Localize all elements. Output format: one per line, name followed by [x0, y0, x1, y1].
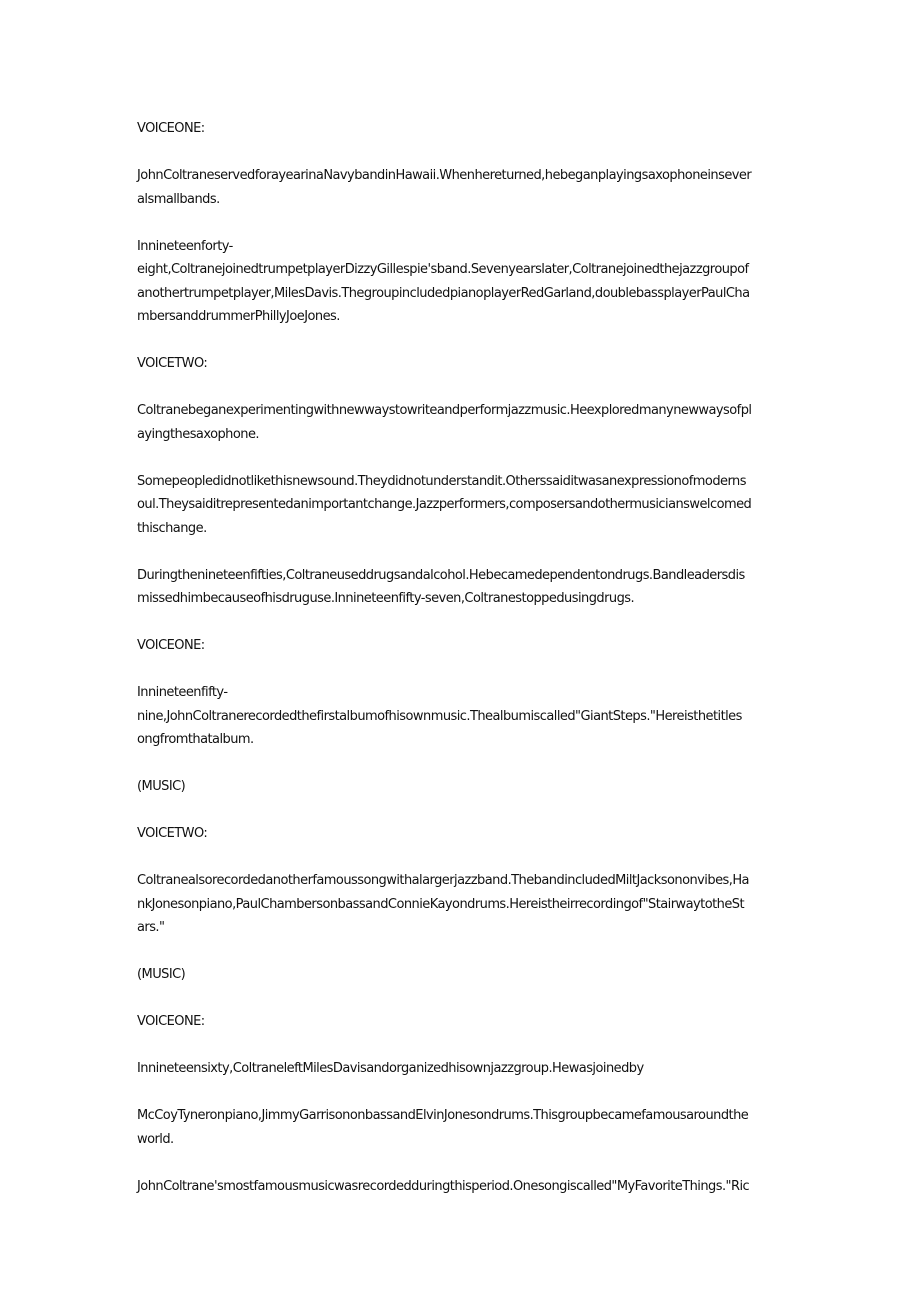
text-line: VOICEONE:	[137, 121, 205, 136]
document-body	[137, 117, 785, 1222]
text-line: Innineteenfifty-	[137, 685, 228, 700]
text-line: anothertrumpetplayer,MilesDavis.ThegroupincludedpianoplayerRedGarland,doublebassplayerPaulCha	[137, 285, 750, 301]
text-line: Innineteenforty-	[137, 238, 233, 254]
text-line: oul.Theysaiditrepresentedanimportantchange.Jazzperformers,composersandothermusicianswelcomed	[137, 497, 752, 512]
text-line: missedhimbecauseofhisdruguse.Innineteenfifty-seven,Coltranestoppedusingdrugs.	[137, 591, 635, 606]
speaker-label	[137, 634, 785, 658]
text-line: VOICEONE:	[137, 638, 205, 653]
text-line: Coltranealsorecordedanotherfamoussongwithalargerjazzband.ThebandincludedMiltJacksononvibes,Ha	[137, 873, 749, 888]
text-line: VOICETWO:	[137, 826, 208, 841]
text-line: nine,JohnColtranerecordedthefirstalbumofhisownmusic.Thealbumiscalled"GiantSteps."Hereisthetitles	[137, 708, 742, 724]
speaker-label	[137, 352, 785, 376]
text-line: alsmallbands.	[137, 191, 220, 207]
speaker-label	[137, 117, 785, 141]
music-cue	[137, 963, 785, 987]
speaker-label	[137, 822, 785, 846]
text-line: ars."	[137, 920, 165, 935]
paragraph	[137, 681, 785, 752]
paragraph	[137, 1175, 785, 1199]
paragraph	[137, 1057, 785, 1081]
music-cue	[137, 775, 785, 799]
paragraph	[137, 1104, 785, 1151]
text-line: (MUSIC)	[137, 779, 186, 794]
text-line: Somepeopledidnotlikethisnewsound.Theydidnotunderstandit.Otherssaiditwasanexpressionofmoderns	[137, 473, 746, 489]
paragraph	[137, 869, 785, 940]
paragraph	[137, 235, 785, 329]
text-line: Coltranebeganexperimentingwithnewwaystowriteandperformjazzmusic.Heexploredmanynewwaysofpl	[137, 403, 752, 418]
text-line: ayingthesaxophone.	[137, 426, 259, 442]
text-line: JohnColtrane'smostfamousmusicwasrecordedduringthisperiod.Onesongiscalled"MyFavoriteThings."Ric	[137, 1178, 750, 1194]
text-line: McCoyTyneronpiano,JimmyGarrisononbassandElvinJonesondrums.Thisgroupbecamefamousaroundthe	[137, 1108, 749, 1123]
paragraph	[137, 164, 785, 211]
text-line: world.	[137, 1131, 174, 1147]
text-line: VOICETWO:	[137, 356, 208, 371]
speaker-label	[137, 1010, 785, 1034]
text-line: JohnColtraneservedforayearinaNavybandinHawaii.Whenhereturned,hebeganplayingsaxophoneinsever	[137, 168, 752, 183]
text-line: eight,ColtranejoinedtrumpetplayerDizzyGillespie'sband.Sevenyearslater,Coltranejoinedthejazzgroupof	[137, 262, 749, 277]
text-line: nkJonesonpiano,PaulChambersonbassandConnieKayondrums.Hereistheirrecordingof"StairwaytotheSt	[137, 896, 745, 912]
text-line: (MUSIC)	[137, 967, 186, 982]
text-line: VOICEONE:	[137, 1014, 205, 1029]
text-line: ongfromthatalbum.	[137, 732, 254, 747]
text-line: Duringthenineteenfifties,Coltraneuseddrugsandalcohol.Hebecamedependentondrugs.Bandleadersdis	[137, 567, 745, 583]
paragraph	[137, 399, 785, 446]
text-line: Innineteensixty,ColtraneleftMilesDavisandorganizedhisownjazzgroup.Hewasjoinedby	[137, 1061, 644, 1076]
paragraph	[137, 470, 785, 541]
text-line: mbersanddrummerPhillyJoeJones.	[137, 309, 340, 324]
paragraph	[137, 564, 785, 611]
text-line: thischange.	[137, 520, 207, 536]
